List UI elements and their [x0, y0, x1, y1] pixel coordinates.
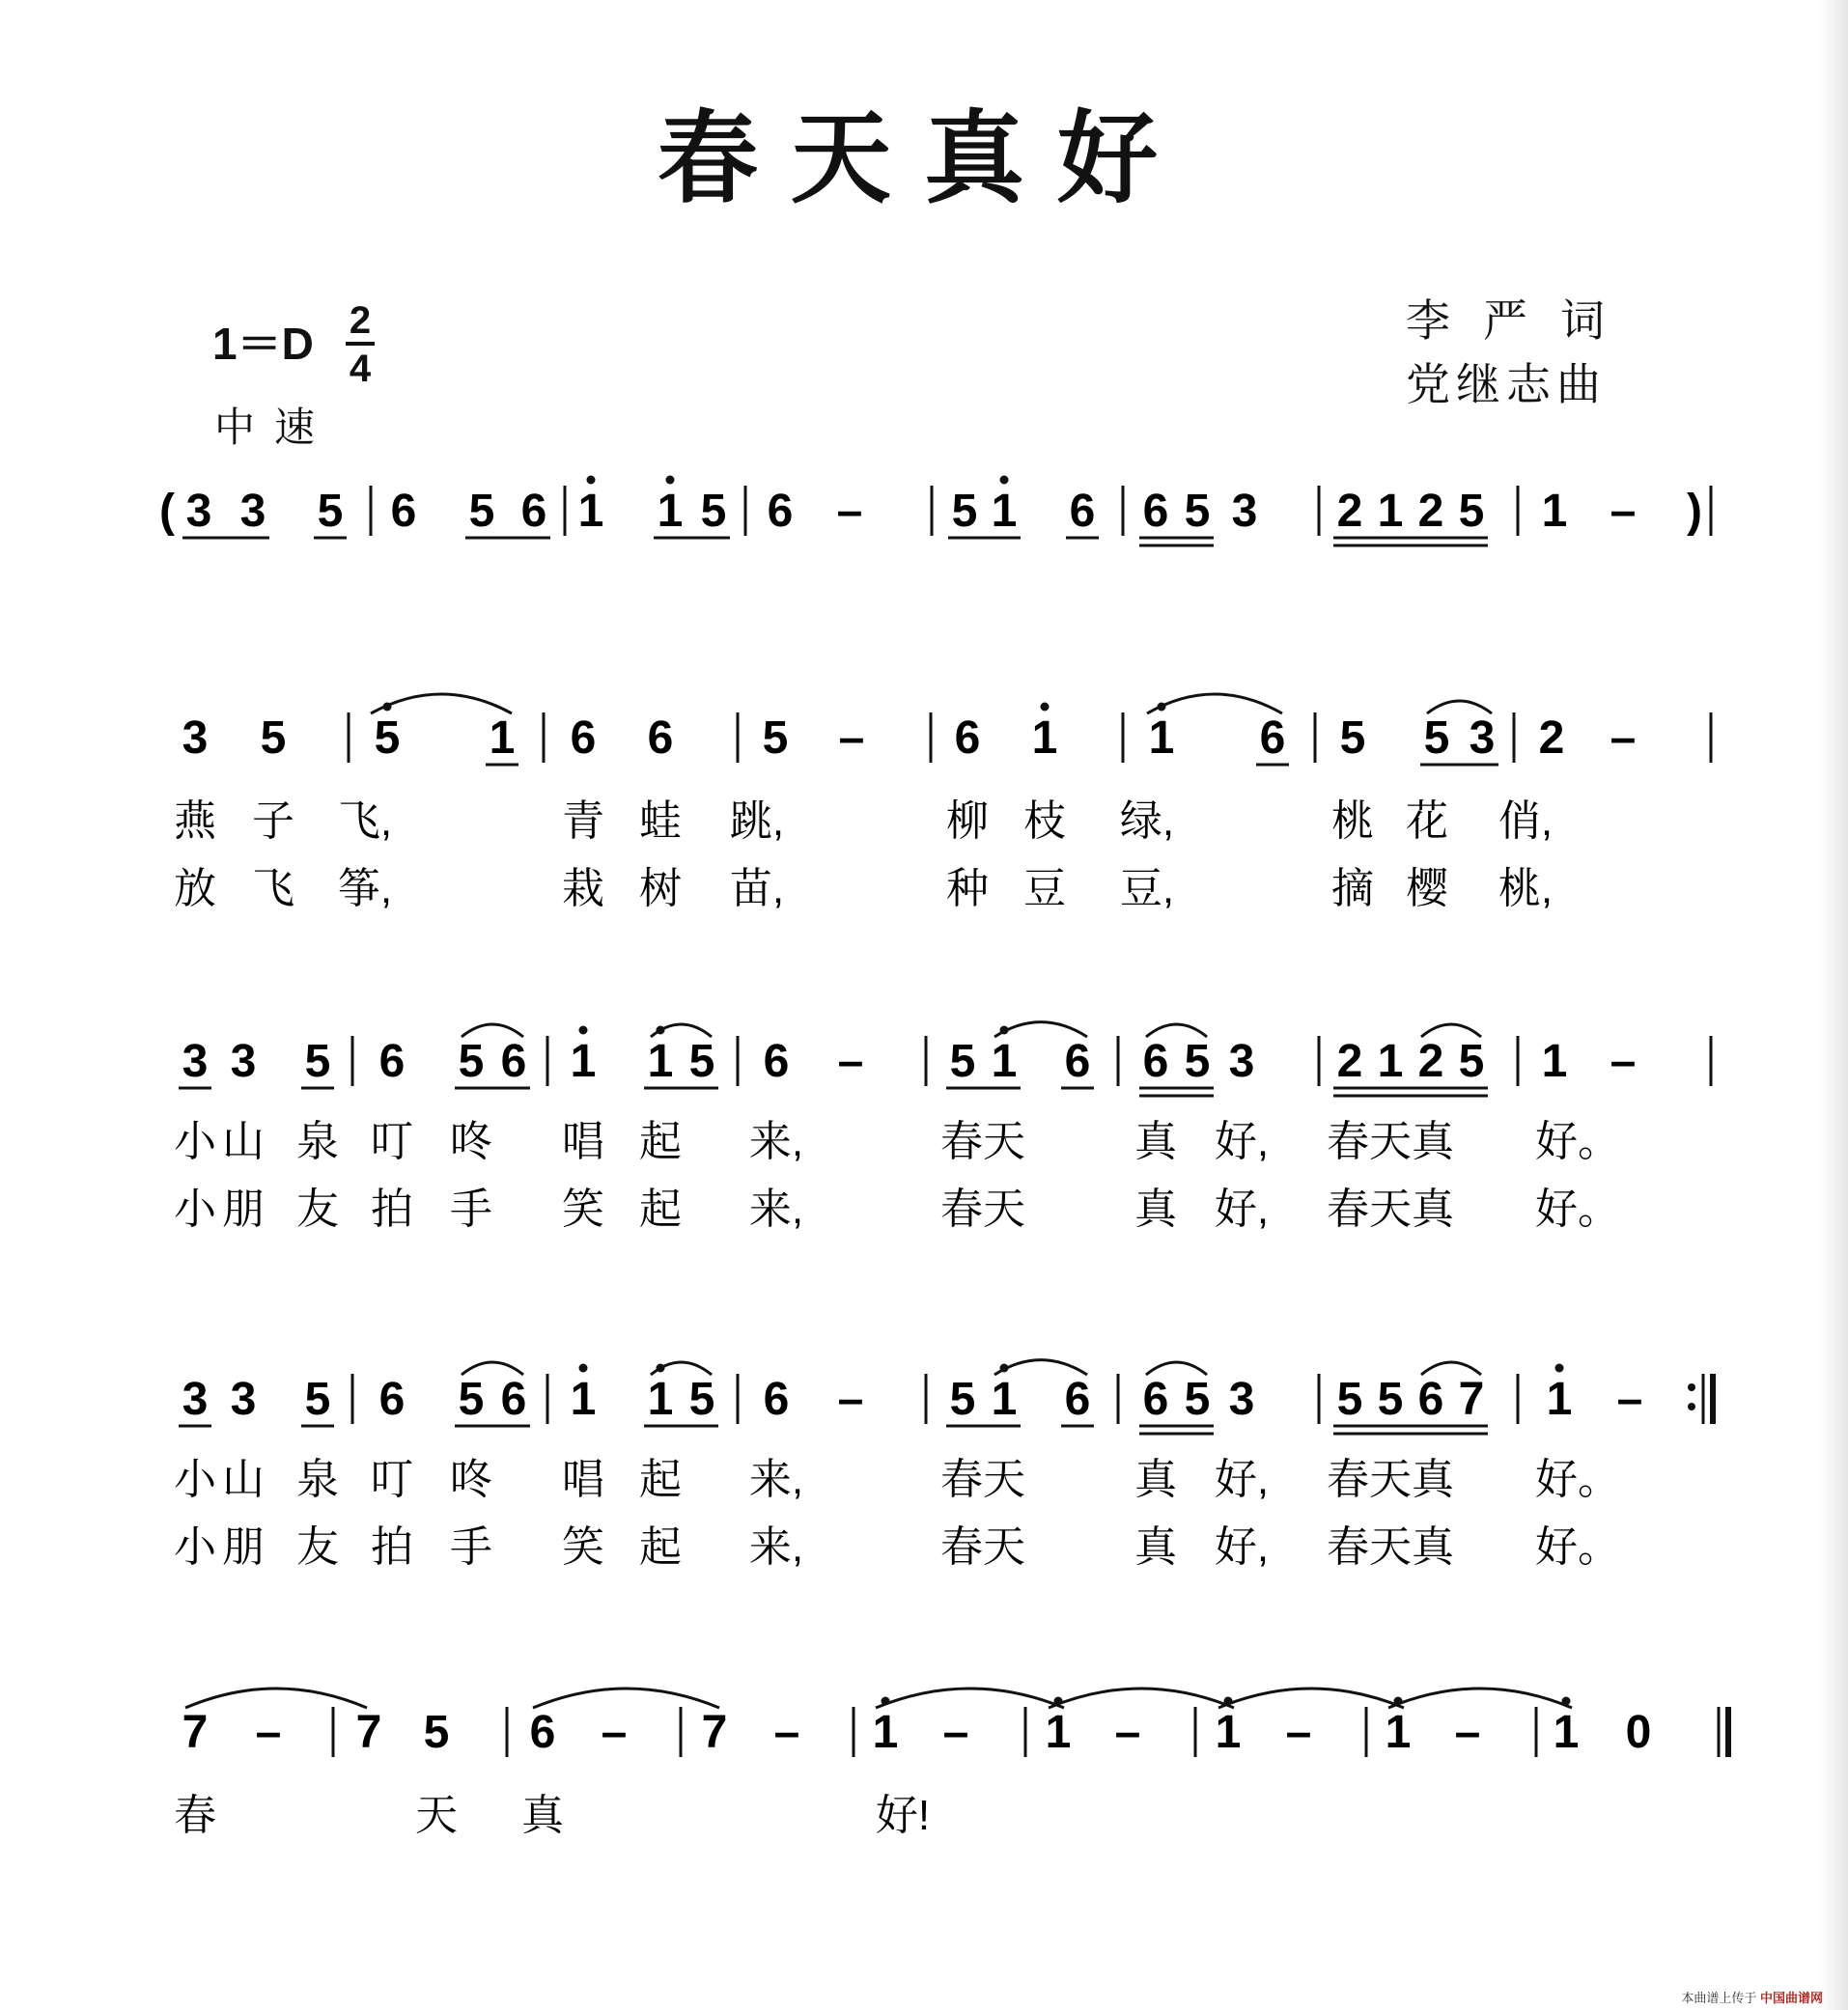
lyric-syllable: 拍 [371, 1186, 413, 1233]
lyric-syllable: 筝, [337, 865, 393, 912]
note: 5 [260, 712, 287, 764]
note: 5 [1423, 712, 1450, 764]
note: 5 [688, 1036, 715, 1087]
note: 3 [1469, 712, 1496, 764]
note: 2 [1336, 486, 1363, 537]
note: 1 [647, 1036, 674, 1087]
tempo-marking: 中速 [214, 404, 335, 451]
tie-slur [1049, 1689, 1234, 1708]
note: ) [1687, 486, 1702, 537]
lyric-syllable: 春天真 [1327, 1118, 1454, 1165]
note: 1 [872, 1707, 899, 1758]
note: 5 [762, 712, 789, 764]
lyric-syllable: 摘 [1331, 865, 1374, 912]
note: – [837, 1374, 864, 1425]
lyric-syllable: 友 [296, 1523, 339, 1571]
lyric-syllable: 春天 [940, 1523, 1025, 1571]
lyric-syllable: 真 [1134, 1523, 1177, 1571]
high-octave-dot [666, 476, 675, 485]
note: – [1610, 486, 1637, 537]
note: 1 [489, 712, 516, 764]
lyric-syllable: 友 [296, 1186, 339, 1233]
lyric-syllable: 好。 [1535, 1118, 1620, 1165]
note: 5 [1184, 486, 1211, 537]
note: 3 [182, 712, 209, 764]
note: – [1285, 1707, 1312, 1758]
note: 5 [304, 1374, 331, 1425]
note: 1 [577, 486, 604, 537]
note: 5 [1336, 1374, 1363, 1425]
lyric-syllable: 真 [1134, 1186, 1177, 1233]
lyric-syllable: 柳 [946, 797, 989, 845]
note: 5 [1184, 1374, 1211, 1425]
upload-footer [1681, 1988, 1823, 2006]
note: 3 [230, 1036, 257, 1087]
lyric-syllable: 花 [1406, 797, 1448, 845]
note: 3 [182, 1374, 209, 1425]
note: 5 [951, 486, 978, 537]
note: 1 [570, 1036, 597, 1087]
note: 6 [1142, 486, 1169, 537]
note: 1 [1541, 1036, 1568, 1087]
note: 6 [1069, 486, 1096, 537]
tie-slur [994, 1360, 1087, 1375]
tie-slur [1218, 1689, 1404, 1708]
high-octave-dot [1041, 703, 1050, 712]
lyric-syllable: 种 [946, 865, 989, 912]
tie-slur [1388, 1689, 1572, 1708]
note: 1 [1045, 1707, 1072, 1758]
lyric-syllable: 豆, [1119, 865, 1175, 912]
time-signature-numerator: 2 [346, 301, 375, 346]
note: 3 [1231, 486, 1258, 537]
lyric-syllable: 放 [174, 865, 216, 912]
upload-footer-prefix: 本曲谱上传于 [1681, 1991, 1757, 2005]
lyric-syllable: 蛙 [639, 797, 682, 845]
note: 1 [991, 1036, 1018, 1087]
note: – [1610, 712, 1637, 764]
note: 5 [1458, 1036, 1485, 1087]
lyric-syllable: 春天真 [1327, 1456, 1454, 1503]
note: 1 [647, 1374, 674, 1425]
note: – [942, 1707, 969, 1758]
note: 5 [317, 486, 344, 537]
lyric-syllable: 叮 [371, 1456, 413, 1503]
lyric-syllable: 唱 [562, 1118, 604, 1165]
lyric-syllable: 真 [1134, 1456, 1177, 1503]
repeat-dot [1688, 1383, 1695, 1391]
note: 1 [1377, 486, 1404, 537]
lyric-syllable: 飞 [252, 865, 294, 912]
note: 5 [458, 1036, 485, 1087]
lyricist-credit: 李严词 [1406, 294, 1638, 347]
lyric-syllable: 春天 [940, 1118, 1025, 1165]
note: – [838, 712, 865, 764]
lyric-syllable: 好, [1214, 1118, 1270, 1165]
lyric-syllable: 好。 [1535, 1523, 1620, 1571]
lyric-syllable: 好, [1214, 1523, 1270, 1571]
lyric-syllable: 真 [1134, 1118, 1177, 1165]
lyric-syllable: 山 [222, 1118, 265, 1165]
note: ( [159, 486, 175, 537]
note: 1 [570, 1374, 597, 1425]
lyric-syllable: 手 [450, 1186, 492, 1233]
lyric-syllable: 春天真 [1327, 1186, 1454, 1233]
note: 6 [954, 712, 981, 764]
note: 6 [378, 1374, 406, 1425]
lyric-syllable: 来, [748, 1456, 804, 1503]
note: 6 [529, 1707, 556, 1758]
tie-slur [1147, 694, 1282, 713]
lyric-syllable: 来, [748, 1186, 804, 1233]
note: 6 [1142, 1036, 1169, 1087]
note: – [836, 486, 863, 537]
lyric-syllable: 小 [174, 1456, 216, 1503]
note: 1 [991, 486, 1018, 537]
lyric-syllable: 栽 [562, 865, 604, 912]
note: 6 [500, 1036, 527, 1087]
note: 5 [949, 1036, 976, 1087]
note: 6 [1064, 1374, 1091, 1425]
tie-slur [533, 1689, 719, 1708]
note: 5 [1184, 1036, 1211, 1087]
note: 1 [1553, 1707, 1580, 1758]
lyric-syllable: 小 [174, 1186, 216, 1233]
key-signature: 1＝D [212, 319, 314, 369]
tie-slur [876, 1689, 1064, 1708]
note: 5 [1458, 486, 1485, 537]
high-octave-dot [1555, 1364, 1564, 1373]
note: 3 [1228, 1036, 1255, 1087]
note: – [773, 1707, 800, 1758]
note: 5 [374, 712, 401, 764]
note: 5 [1339, 712, 1366, 764]
note: 7 [182, 1707, 209, 1758]
note: 6 [767, 486, 794, 537]
note: 5 [688, 1374, 715, 1425]
note: 5 [468, 486, 495, 537]
lyric-syllable: 叮 [371, 1118, 413, 1165]
lyric-syllable: 咚 [450, 1118, 492, 1165]
note: 5 [1377, 1374, 1404, 1425]
note: 3 [182, 1036, 209, 1087]
lyric-syllable: 子 [252, 797, 294, 845]
note: 6 [647, 712, 674, 764]
lyric-syllable: 天 [415, 1792, 458, 1839]
lyric-syllable: 好。 [1535, 1456, 1620, 1503]
lyric-syllable: 小 [174, 1523, 216, 1571]
note: 6 [763, 1036, 790, 1087]
lyric-syllable: 起 [639, 1523, 682, 1571]
lyric-syllable: 春天真 [1327, 1523, 1454, 1571]
lyric-syllable: 泉 [296, 1456, 339, 1503]
note: 6 [500, 1374, 527, 1425]
note: – [837, 1036, 864, 1087]
note: 1 [1377, 1036, 1404, 1087]
lyric-syllable: 咚 [450, 1456, 492, 1503]
lyric-syllable: 好, [1214, 1186, 1270, 1233]
lyric-syllable: 桃, [1498, 865, 1554, 912]
tie-slur [371, 694, 512, 713]
note: 7 [701, 1707, 728, 1758]
high-octave-dot [579, 1364, 588, 1373]
note: 1 [1385, 1707, 1412, 1758]
lyric-syllable: 朋 [222, 1523, 265, 1571]
high-octave-dot [587, 476, 596, 485]
lyric-syllable: 樱 [1406, 865, 1448, 912]
note: – [1616, 1374, 1643, 1425]
note: 6 [1142, 1374, 1169, 1425]
note: 2 [1336, 1036, 1363, 1087]
note: 1 [1546, 1374, 1573, 1425]
score-lyrics [174, 797, 1620, 1839]
lyric-syllable: 山 [222, 1456, 265, 1503]
lyric-syllable: 跳, [729, 797, 785, 845]
note: 1 [1031, 712, 1058, 764]
note: – [1454, 1707, 1481, 1758]
composer-credit: 党继志曲 [1406, 358, 1607, 410]
note: – [1610, 1036, 1637, 1087]
lyric-syllable: 好! [875, 1792, 931, 1839]
note: 1 [1541, 486, 1568, 537]
lyric-syllable: 小 [174, 1118, 216, 1165]
lyric-syllable: 树 [639, 865, 682, 912]
note: – [255, 1707, 282, 1758]
note: 5 [304, 1036, 331, 1087]
note: – [1114, 1707, 1141, 1758]
lyric-syllable: 好, [1214, 1456, 1270, 1503]
note: 6 [378, 1036, 406, 1087]
note: 7 [1458, 1374, 1485, 1425]
lyric-syllable: 来, [748, 1523, 804, 1571]
lyric-syllable: 枝 [1023, 797, 1066, 845]
note: 1 [1148, 712, 1175, 764]
lyric-syllable: 起 [639, 1118, 682, 1165]
note: 2 [1417, 1036, 1444, 1087]
note: 0 [1625, 1707, 1652, 1758]
lyric-syllable: 来, [748, 1118, 804, 1165]
note: 6 [1064, 1036, 1091, 1087]
lyric-syllable: 豆 [1023, 865, 1066, 912]
site-brand: 中国曲谱网 [1759, 1991, 1823, 2005]
note: 6 [1417, 1374, 1444, 1425]
lyric-syllable: 绿, [1119, 797, 1175, 845]
note: 2 [1417, 486, 1444, 537]
high-octave-dot [1000, 476, 1009, 485]
song-title: 春天真好 [657, 98, 1190, 217]
lyric-syllable: 春 [174, 1792, 216, 1839]
note: 6 [763, 1374, 790, 1425]
lyric-syllable: 朋 [222, 1186, 265, 1233]
note: 3 [1228, 1374, 1255, 1425]
time-signature-denominator: 4 [349, 348, 372, 390]
lyric-syllable: 泉 [296, 1118, 339, 1165]
lyric-syllable: 青 [562, 797, 604, 845]
lyric-syllable: 桃 [1331, 797, 1374, 845]
lyric-syllable: 手 [450, 1523, 492, 1571]
note: 1 [657, 486, 684, 537]
note: 2 [1538, 712, 1565, 764]
note: 1 [1215, 1707, 1242, 1758]
tie-slur [994, 1022, 1087, 1037]
lyric-syllable: 唱 [562, 1456, 604, 1503]
lyric-syllable: 起 [639, 1186, 682, 1233]
lyric-syllable: 春天 [940, 1186, 1025, 1233]
high-octave-dot [579, 1026, 588, 1035]
lyric-syllable: 真 [521, 1792, 564, 1839]
lyric-syllable: 拍 [371, 1523, 413, 1571]
note: 5 [423, 1707, 450, 1758]
note: 7 [355, 1707, 382, 1758]
note: 3 [239, 486, 266, 537]
repeat-dot [1688, 1403, 1695, 1410]
note: 6 [570, 712, 597, 764]
tie-slur [185, 1689, 367, 1708]
note: 5 [700, 486, 727, 537]
note: 6 [520, 486, 547, 537]
lyric-syllable: 春天 [940, 1456, 1025, 1503]
note: 6 [1259, 712, 1286, 764]
lyric-syllable: 笑 [562, 1523, 604, 1571]
note: – [601, 1707, 628, 1758]
lyric-syllable: 苗, [729, 865, 785, 912]
note: 5 [458, 1374, 485, 1425]
lyric-syllable: 燕 [174, 797, 216, 845]
note: 3 [185, 486, 212, 537]
note: 6 [390, 486, 417, 537]
lyric-syllable: 飞, [337, 797, 393, 845]
lyric-syllable: 俏, [1498, 797, 1554, 845]
lyric-syllable: 笑 [562, 1186, 604, 1233]
note: 5 [949, 1374, 976, 1425]
note: 3 [230, 1374, 257, 1425]
lyric-syllable: 起 [639, 1456, 682, 1503]
lyric-syllable: 好。 [1535, 1186, 1620, 1233]
note: 1 [991, 1374, 1018, 1425]
